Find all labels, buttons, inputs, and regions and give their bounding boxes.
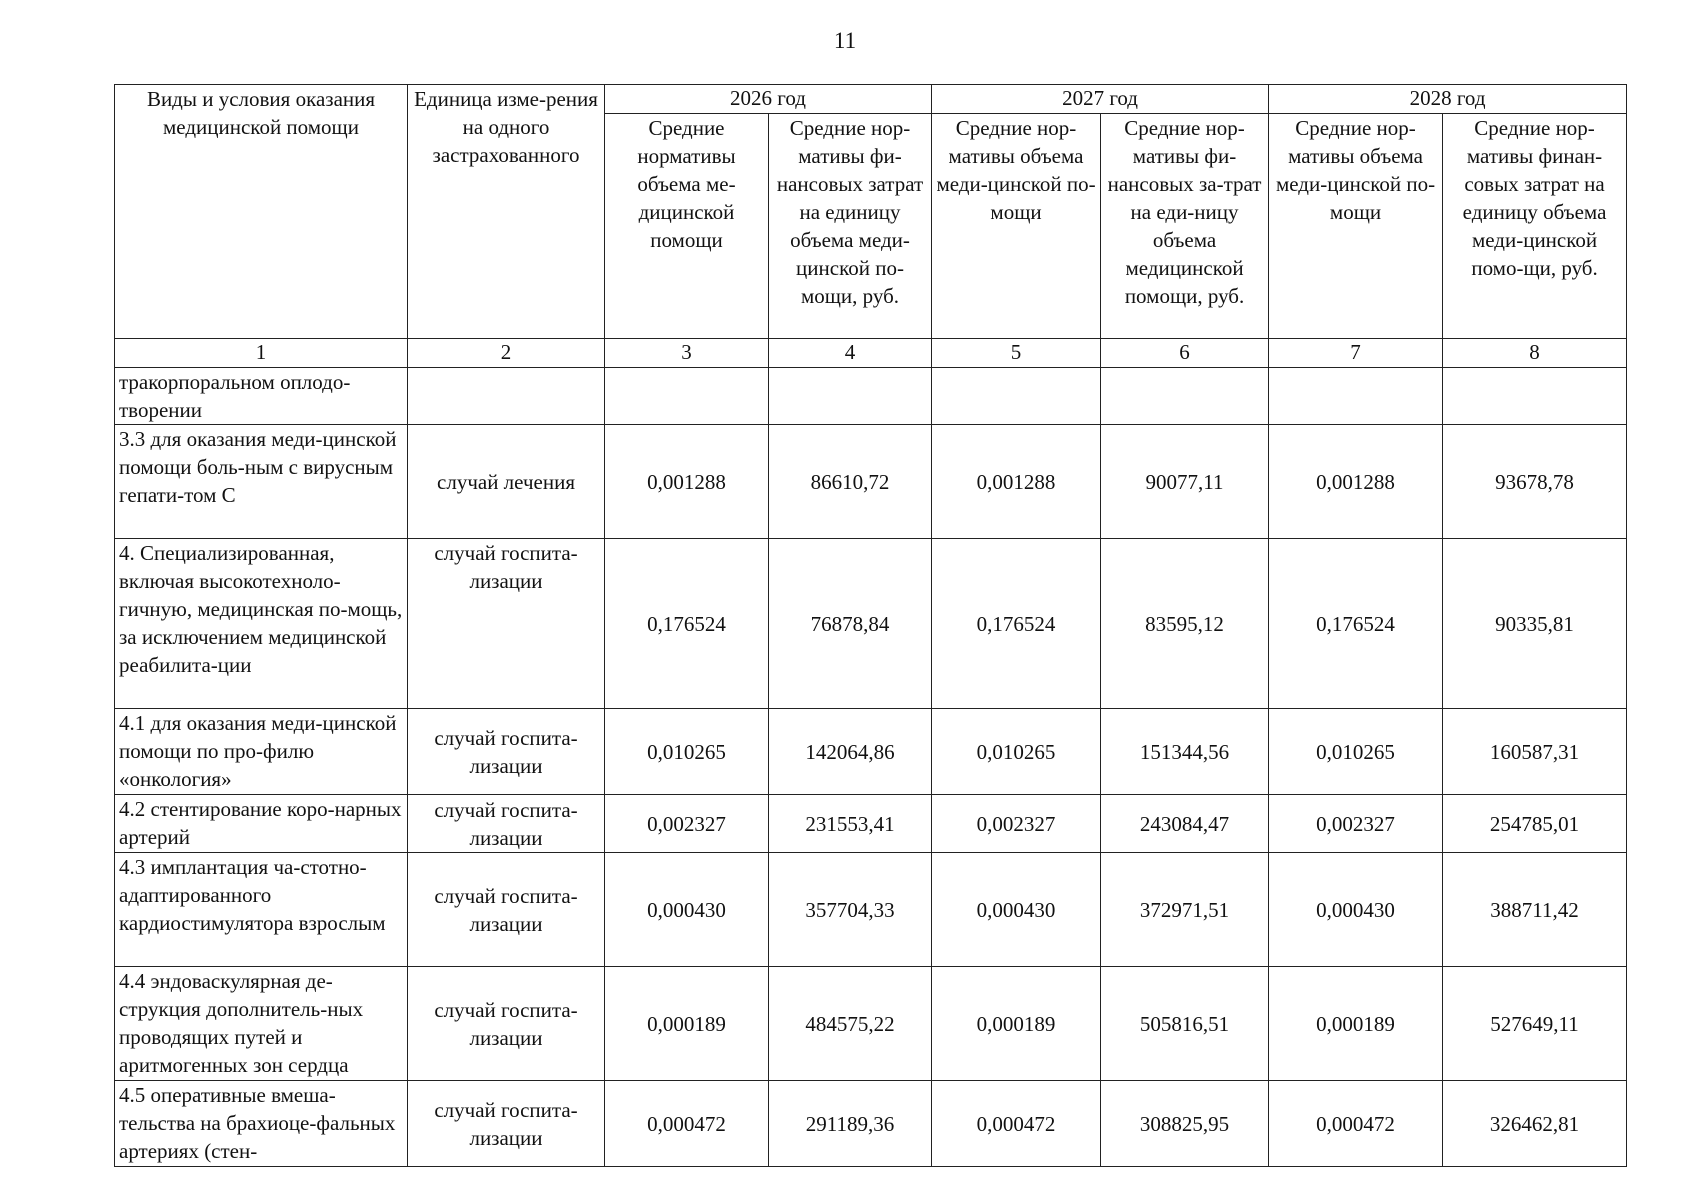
unit-cell: случай госпита-лизации <box>408 967 605 1081</box>
unit-cell <box>408 368 605 425</box>
header-care-type: Виды и условия оказания медицинской помощи <box>115 85 408 339</box>
value-cell: 505816,51 <box>1101 967 1269 1081</box>
subheader-2026-volume: Средние нормативы объема ме-дицинской помощи <box>605 114 769 339</box>
value-cell: 0,000189 <box>932 967 1101 1081</box>
page-number: 11 <box>833 28 857 53</box>
value-cell: 231553,41 <box>769 795 932 853</box>
value-cell: 151344,56 <box>1101 709 1269 795</box>
value-cell: 93678,78 <box>1443 425 1627 539</box>
care-type-cell: 4.1 для оказания меди-цинской помощи по про-филю «онкология» <box>115 709 408 795</box>
table-row <box>115 425 1627 539</box>
care-type-cell: тракорпоральном оплодо-творении <box>115 368 408 425</box>
value-cell <box>769 368 932 425</box>
value-cell: 90335,81 <box>1443 539 1627 709</box>
value-cell: 357704,33 <box>769 853 932 967</box>
value-cell: 0,000430 <box>605 853 769 967</box>
table-row <box>115 709 1627 795</box>
value-cell <box>1269 368 1443 425</box>
table-row <box>115 795 1627 853</box>
care-type-cell: 3.3 для оказания меди-цинской помощи боль-ным с вирусным гепати-том С <box>115 425 408 539</box>
value-cell: 254785,01 <box>1443 795 1627 853</box>
subheader-2028-volume: Средние нор-мативы объема меди-цинской по-мощи <box>1269 114 1443 339</box>
value-cell: 142064,86 <box>769 709 932 795</box>
value-cell: 243084,47 <box>1101 795 1269 853</box>
value-cell: 0,000472 <box>1269 1081 1443 1167</box>
header-year-2027: 2027 год <box>932 85 1269 114</box>
unit-cell: случай лечения <box>408 425 605 539</box>
value-cell: 291189,36 <box>769 1081 932 1167</box>
medical-care-norms-table <box>114 84 1627 1167</box>
value-cell: 308825,95 <box>1101 1081 1269 1167</box>
value-cell: 160587,31 <box>1443 709 1627 795</box>
value-cell: 0,000430 <box>1269 853 1443 967</box>
table-row <box>115 539 1627 709</box>
value-cell: 0,176524 <box>932 539 1101 709</box>
unit-cell: случай госпита-лизации <box>408 539 605 709</box>
value-cell: 0,001288 <box>1269 425 1443 539</box>
value-cell: 0,002327 <box>932 795 1101 853</box>
subheader-2027-volume: Средние нор-мативы объема меди-цинской по-мощи <box>932 114 1101 339</box>
value-cell: 372971,51 <box>1101 853 1269 967</box>
value-cell: 83595,12 <box>1101 539 1269 709</box>
unit-cell: случай госпита-лизации <box>408 795 605 853</box>
subheader-2027-cost: Средние нор-мативы фи-нансовых за-трат на еди-ницу объема медицинской помощи, руб. <box>1101 114 1269 339</box>
care-type-cell: 4.3 имплантация ча-стотно-адаптированного кардиостимулятора взрослым <box>115 853 408 967</box>
value-cell: 0,002327 <box>1269 795 1443 853</box>
value-cell: 0,176524 <box>1269 539 1443 709</box>
subheader-2026-cost: Средние нор-мативы фи-нансовых затрат на единицу объема меди-цинской по-мощи, руб. <box>769 114 932 339</box>
value-cell: 0,010265 <box>605 709 769 795</box>
value-cell: 0,000472 <box>605 1081 769 1167</box>
column-number: 3 <box>605 339 769 368</box>
column-number: 4 <box>769 339 932 368</box>
column-number: 2 <box>408 339 605 368</box>
value-cell <box>1443 368 1627 425</box>
column-number: 8 <box>1443 339 1627 368</box>
value-cell: 388711,42 <box>1443 853 1627 967</box>
value-cell: 0,001288 <box>932 425 1101 539</box>
care-type-cell: 4.5 оперативные вмеша-тельства на брахиоце-фальных артериях (стен- <box>115 1081 408 1167</box>
value-cell: 0,002327 <box>605 795 769 853</box>
subheader-2028-cost: Средние нор-мативы финан-совых затрат на единицу объема меди-цинской помо-щи, руб. <box>1443 114 1627 339</box>
value-cell <box>932 368 1101 425</box>
table-row <box>115 1081 1627 1167</box>
value-cell: 0,000472 <box>932 1081 1101 1167</box>
value-cell: 0,001288 <box>605 425 769 539</box>
table-row <box>115 368 1627 425</box>
table-row <box>115 853 1627 967</box>
unit-cell: случай госпита-лизации <box>408 1081 605 1167</box>
column-number: 7 <box>1269 339 1443 368</box>
header-unit: Единица изме-рения на одного застрахованного <box>408 85 605 339</box>
value-cell: 0,010265 <box>932 709 1101 795</box>
care-type-cell: 4. Специализированная, включая высокотехноло-гичную, медицинская по-мощь, за исключением медицинской реабилита-ции <box>115 539 408 709</box>
value-cell: 326462,81 <box>1443 1081 1627 1167</box>
value-cell: 484575,22 <box>769 967 932 1081</box>
value-cell: 0,010265 <box>1269 709 1443 795</box>
value-cell <box>605 368 769 425</box>
value-cell: 90077,11 <box>1101 425 1269 539</box>
value-cell: 0,000189 <box>1269 967 1443 1081</box>
care-type-cell: 4.2 стентирование коро-нарных артерий <box>115 795 408 853</box>
value-cell: 527649,11 <box>1443 967 1627 1081</box>
header-year-2026: 2026 год <box>605 85 932 114</box>
value-cell: 0,176524 <box>605 539 769 709</box>
table-row <box>115 967 1627 1081</box>
unit-cell: случай госпита-лизации <box>408 853 605 967</box>
column-number: 5 <box>932 339 1101 368</box>
value-cell <box>1101 368 1269 425</box>
value-cell: 86610,72 <box>769 425 932 539</box>
unit-cell: случай госпита-лизации <box>408 709 605 795</box>
care-type-cell: 4.4 эндоваскулярная де-струкция дополнитель-ных проводящих путей и аритмогенных зон сердца <box>115 967 408 1081</box>
value-cell: 0,000430 <box>932 853 1101 967</box>
header-year-2028: 2028 год <box>1269 85 1627 114</box>
value-cell: 76878,84 <box>769 539 932 709</box>
column-number: 1 <box>115 339 408 368</box>
column-number: 6 <box>1101 339 1269 368</box>
value-cell: 0,000189 <box>605 967 769 1081</box>
